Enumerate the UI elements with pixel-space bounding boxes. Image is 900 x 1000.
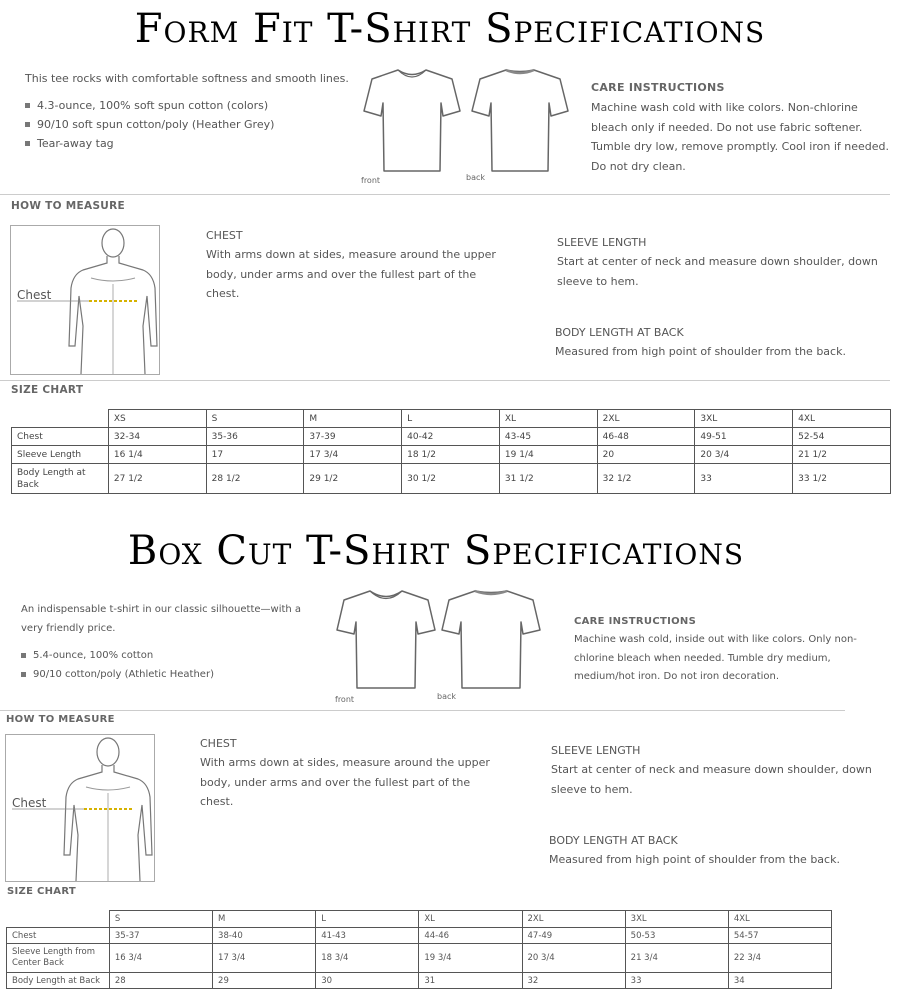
table-cell: 31	[419, 973, 522, 989]
table-cell: 37-39	[304, 428, 402, 446]
size-header: 3XL	[625, 911, 728, 928]
table-cell: 33	[695, 464, 793, 494]
size-header: XL	[499, 410, 597, 428]
size-header: 2XL	[522, 911, 625, 928]
chest-heading: CHEST	[206, 229, 243, 242]
table-cell: 20 3/4	[695, 446, 793, 464]
body-length-heading: BODY LENGTH AT BACK	[549, 834, 678, 847]
table-header-row	[12, 410, 891, 428]
table-row	[12, 428, 891, 446]
table-cell: 16 3/4	[109, 944, 212, 973]
feature-item: 4.3-ounce, 100% soft spun cotton (colors)	[25, 96, 355, 115]
box-cut-features	[21, 646, 321, 684]
size-chart-table	[11, 409, 891, 494]
tshirt-front-icon	[335, 588, 437, 694]
size-chart-heading: SIZE CHART	[7, 886, 77, 897]
sleeve-heading: SLEEVE LENGTH	[557, 236, 647, 249]
size-header: M	[304, 410, 402, 428]
sleeve-text: Start at center of neck and measure down shoulder, down sleeve to hem.	[557, 255, 878, 288]
table-cell: 29	[213, 973, 316, 989]
chest-label: Chest	[17, 288, 52, 302]
body-length-text: Measured from high point of shoulder from the back.	[555, 345, 846, 358]
table-cell: 50-53	[625, 928, 728, 944]
table-cell: 35-36	[206, 428, 304, 446]
size-chart-heading: SIZE CHART	[11, 384, 84, 396]
table-cell: 17 3/4	[304, 446, 402, 464]
size-header: M	[213, 911, 316, 928]
size-header: S	[109, 911, 212, 928]
table-row	[12, 464, 891, 494]
body-length-heading: BODY LENGTH AT BACK	[555, 326, 684, 339]
table-row	[7, 944, 832, 973]
table-cell: 54-57	[728, 928, 831, 944]
size-header: L	[402, 410, 500, 428]
back-caption: back	[466, 173, 486, 182]
body-length-text: Measured from high point of shoulder from the back.	[549, 853, 840, 866]
table-cell: 34	[728, 973, 831, 989]
chest-text: With arms down at sides, measure around the upper body, under arms and over the fullest part of the chest.	[206, 248, 496, 300]
form-fit-intro: This tee rocks with comfortable softness and smooth lines.	[25, 72, 349, 85]
box-cut-title: Box Cut T-Shirt Specifications	[127, 528, 745, 574]
table-cell: 17 3/4	[213, 944, 316, 973]
table-header-row	[7, 911, 832, 928]
row-label: Sleeve Length from Center Back	[7, 944, 110, 973]
row-label: Chest	[7, 928, 110, 944]
table-cell: 46-48	[597, 428, 695, 446]
chest-label: Chest	[12, 796, 47, 810]
row-label: Body Length at Back	[7, 973, 110, 989]
divider	[0, 194, 890, 195]
table-cell: 32-34	[108, 428, 206, 446]
feature-item: 90/10 soft spun cotton/poly (Heather Grey)	[25, 115, 355, 134]
table-cell: 18 1/2	[402, 446, 500, 464]
table-cell: 52-54	[793, 428, 891, 446]
tshirt-front-icon	[362, 67, 462, 177]
how-to-measure-heading: HOW TO MEASURE	[11, 200, 125, 212]
care-text: Machine wash cold, inside out with like colors. Only non-chlorine bleach when needed. Tumble dry medium, medium/hot iron. Do not iron decoration.	[574, 634, 857, 682]
table-cell: 18 3/4	[316, 944, 419, 973]
size-header: 4XL	[728, 911, 831, 928]
row-label: Body Length at Back	[12, 464, 109, 494]
table-cell: 28 1/2	[206, 464, 304, 494]
size-header: XS	[108, 410, 206, 428]
tshirt-back-icon	[440, 588, 542, 694]
table-cell: 44-46	[419, 928, 522, 944]
table-cell: 19 3/4	[419, 944, 522, 973]
form-fit-features	[25, 96, 355, 153]
table-cell: 19 1/4	[499, 446, 597, 464]
divider	[0, 380, 890, 381]
care-heading: CARE INSTRUCTIONS	[591, 81, 725, 94]
table-cell: 16 1/4	[108, 446, 206, 464]
chest-text: With arms down at sides, measure around the upper body, under arms and over the fullest part of the chest.	[200, 756, 490, 808]
table-cell: 33 1/2	[793, 464, 891, 494]
size-header: 2XL	[597, 410, 695, 428]
table-cell: 41-43	[316, 928, 419, 944]
size-header: L	[316, 911, 419, 928]
table-row	[7, 928, 832, 944]
feature-item: 5.4-ounce, 100% cotton	[21, 646, 321, 665]
table-cell: 35-37	[109, 928, 212, 944]
front-caption: front	[361, 176, 381, 185]
table-row	[12, 446, 891, 464]
divider	[0, 710, 845, 711]
measure-figure	[10, 225, 160, 375]
feature-item: Tear-away tag	[25, 134, 355, 153]
chest-heading: CHEST	[200, 737, 237, 750]
back-caption: back	[437, 692, 457, 701]
table-cell: 30	[316, 973, 419, 989]
table-cell: 43-45	[499, 428, 597, 446]
size-chart-table	[6, 910, 832, 989]
table-cell: 32	[522, 973, 625, 989]
table-cell: 28	[109, 973, 212, 989]
tshirt-back-icon	[470, 67, 570, 177]
table-cell: 21 3/4	[625, 944, 728, 973]
sleeve-text: Start at center of neck and measure down shoulder, down sleeve to hem.	[551, 763, 872, 796]
table-cell: 21 1/2	[793, 446, 891, 464]
row-label: Chest	[12, 428, 109, 446]
sleeve-heading: SLEEVE LENGTH	[551, 744, 641, 757]
size-header: 3XL	[695, 410, 793, 428]
table-cell: 27 1/2	[108, 464, 206, 494]
table-cell: 17	[206, 446, 304, 464]
measure-figure	[5, 734, 155, 882]
box-cut-intro: An indispensable t-shirt in our classic silhouette—with a very friendly price.	[21, 604, 302, 634]
care-text: Machine wash cold with like colors. Non-chlorine bleach only if needed. Do not use fabric softener. Tumble dry low, remove promptly. Cool iron if needed. Do not dry clean.	[591, 101, 889, 173]
table-row	[7, 973, 832, 989]
size-header: 4XL	[793, 410, 891, 428]
how-to-measure-heading: HOW TO MEASURE	[6, 714, 115, 725]
table-cell: 49-51	[695, 428, 793, 446]
feature-item: 90/10 cotton/poly (Athletic Heather)	[21, 665, 321, 684]
table-cell: 31 1/2	[499, 464, 597, 494]
table-corner	[12, 410, 109, 428]
table-cell: 30 1/2	[402, 464, 500, 494]
table-cell: 38-40	[213, 928, 316, 944]
size-header: S	[206, 410, 304, 428]
row-label: Sleeve Length	[12, 446, 109, 464]
table-cell: 20	[597, 446, 695, 464]
table-cell: 29 1/2	[304, 464, 402, 494]
form-fit-title: Form Fit T-Shirt Specifications	[134, 6, 766, 52]
table-cell: 47-49	[522, 928, 625, 944]
table-cell: 33	[625, 973, 728, 989]
table-cell: 32 1/2	[597, 464, 695, 494]
front-caption: front	[335, 695, 355, 704]
table-cell: 22 3/4	[728, 944, 831, 973]
table-corner	[7, 911, 110, 928]
size-header: XL	[419, 911, 522, 928]
table-cell: 40-42	[402, 428, 500, 446]
table-cell: 20 3/4	[522, 944, 625, 973]
care-heading: CARE INSTRUCTIONS	[574, 616, 697, 627]
